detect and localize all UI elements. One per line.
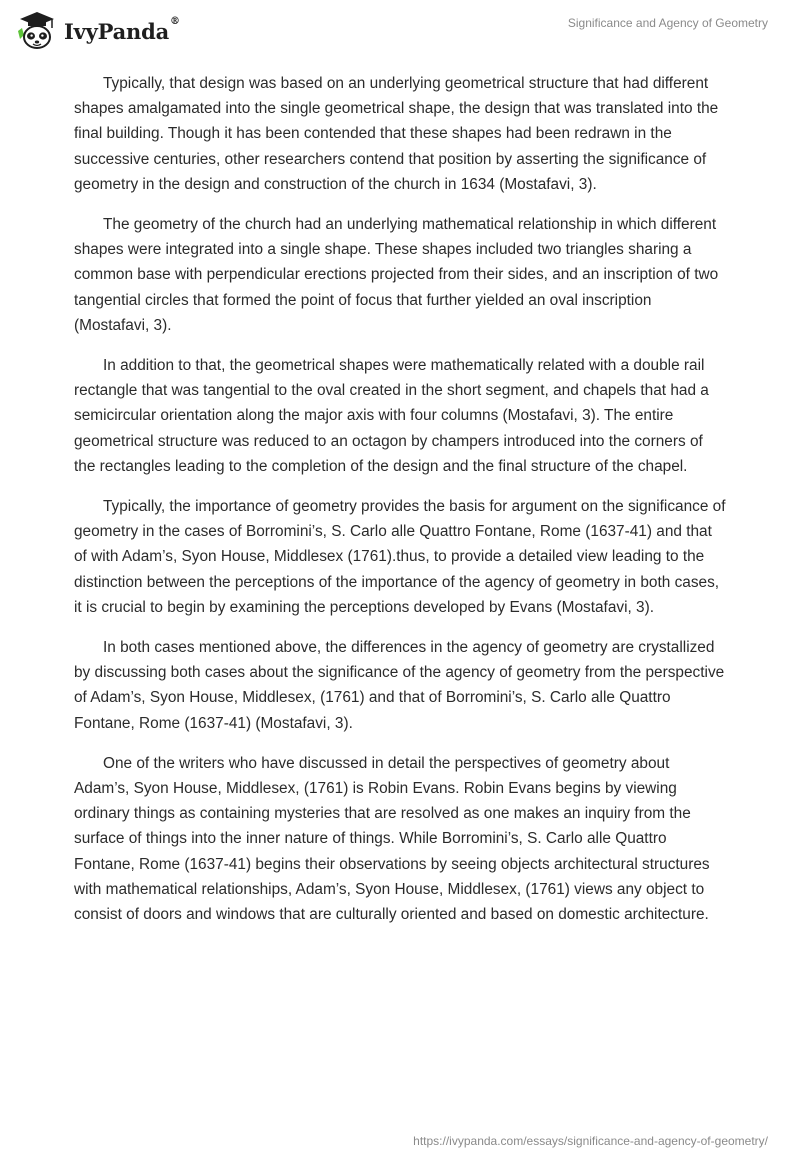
essay-body bbox=[74, 71, 728, 942]
registered-mark: ® bbox=[170, 15, 180, 27]
page-header bbox=[0, 0, 800, 64]
source-url-link[interactable]: https://ivypanda.com/essays/significance-and-agency-of-geometry/ bbox=[413, 1134, 768, 1148]
brand-logo[interactable] bbox=[14, 10, 180, 50]
paragraph: Typically, that design was based on an underlying geometrical structure that had different shapes amalgamated into the single geometrical shape, the design that was translated into the final building. Though it has been contended that these shapes had been redrawn in the successive centuries, other researchers contend that position by asserting the significance of geometry in the design and construction of the church in 1634 (Mostafavi, 3). bbox=[74, 75, 719, 193]
paragraph: In addition to that, the geometrical shapes were mathematically related with a double rail rectangle that was tangential to the oval created in the short segment, and chapels that had a semicircular orientation along the major axis with four columns (Mostafavi, 3). The entire geometrical structure was reduced to an octagon by champers introduced into the corners of the rectangles leading to the completion of the design and the final structure of the chapel. bbox=[74, 357, 709, 475]
brand-name bbox=[64, 15, 180, 44]
paragraph: In both cases mentioned above, the differences in the agency of geometry are crystallized by discussing both cases about the significance of the agency of geometry from the perspective of Adam’s, Syon House, Middlesex, (1761) and that of Borromini’s, S. Carlo alle Quattro Fontane, Rome (1637-41) (Mostafavi, 3). bbox=[74, 639, 725, 732]
paragraph: Typically, the importance of geometry provides the basis for argument on the significance of geometry in the cases of Borromini’s, S. Carlo alle Quattro Fontane, Rome (1637-41) and that of with Adam’s, Syon House, Middlesex (1761).thus, to provide a detailed view leading to the distinction between the perceptions of the importance of the agency of geometry in both cases, it is crucial to begin by examining the perceptions developed by Evans (Mostafavi, 3). bbox=[74, 498, 726, 616]
paragraph: The geometry of the church had an underlying mathematical relationship in which different shapes were integrated into a single shape. These shapes included two triangles sharing a common base with perpendicular erections projected from their sides, and an inscription of two tangential circles that formed the point of focus that further yielded an oval inscription (Mostafavi, 3). bbox=[74, 216, 719, 334]
panda-graduation-cap-icon bbox=[14, 9, 60, 51]
brand-name-text: IvyPanda bbox=[64, 18, 170, 44]
document-title: Significance and Agency of Geometry bbox=[567, 16, 768, 30]
paragraph: One of the writers who have discussed in detail the perspectives of geometry about Adam’s, Syon House, Middlesex, (1761) is Robin Evans. Robin Evans begins by viewing ordinary things as containing mysteries that are resolved as one makes an inquiry from the surface of things into the inner nature of things. While Borromini’s, S. Carlo alle Quattro Fontane, Rome (1637-41) begins their observations by seeing objects architectural structures with mathematical relationships, Adam’s, Syon House, Middlesex, (1761) views any object to consist of doors and windows that are culturally oriented and based on domestic architecture. bbox=[74, 754, 710, 924]
